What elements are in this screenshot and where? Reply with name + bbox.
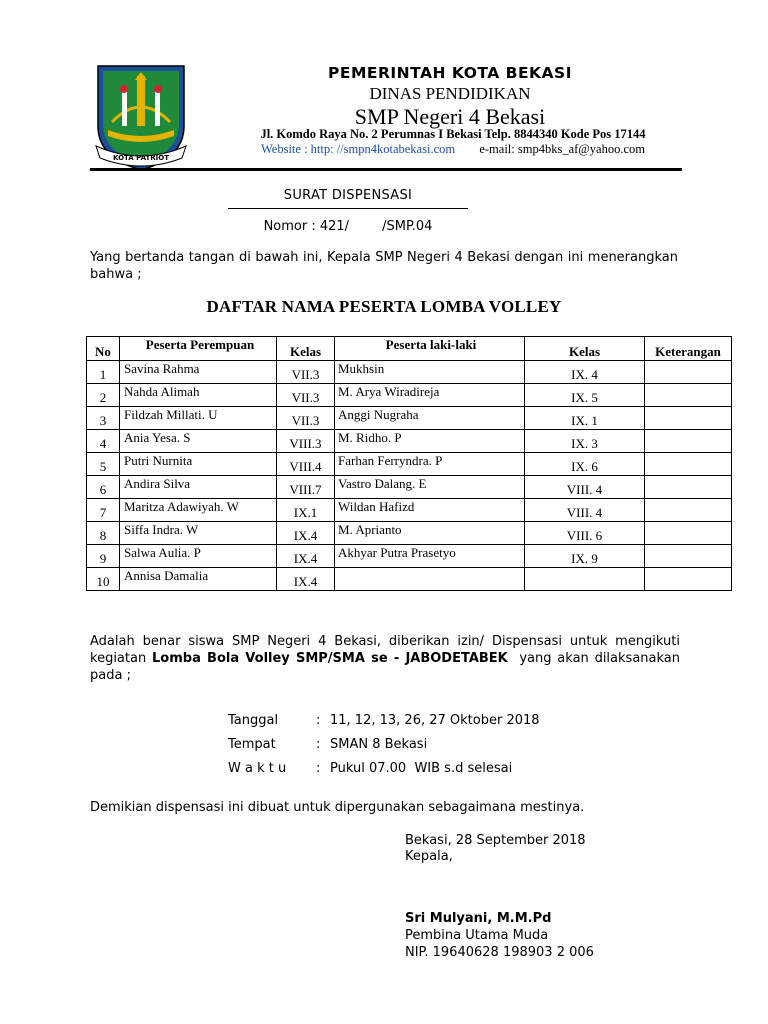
cell-female-name: Fildzah Millati. U [120, 407, 277, 430]
signature-role: Kepala, [405, 849, 453, 864]
cell-notes [645, 407, 732, 430]
email-text: e-mail: smp4bks_af@yahoo.com [479, 142, 645, 156]
table-row [87, 499, 732, 522]
cell-female-name: Siffa Indra. W [120, 522, 277, 545]
cell-no: 9 [87, 545, 120, 568]
cell-female-name: Nahda Alimah [120, 384, 277, 407]
cell-female-class: VII.3 [277, 407, 335, 430]
letter-number: Nomor : 421/ /SMP.04 [263, 219, 433, 234]
detail-colon: : [316, 761, 321, 776]
detail-colon: : [316, 737, 321, 752]
col-female-header: Peserta Perempuan [120, 337, 277, 361]
cell-male-name: Mukhsin [335, 361, 525, 384]
signature-name: Sri Mulyani, M.M.Pd [405, 911, 552, 926]
cell-female-name: Maritza Adawiyah. W [120, 499, 277, 522]
cell-male-name: M. Aprianto [335, 522, 525, 545]
header-department: DINAS PENDIDIKAN [369, 84, 531, 103]
cell-male-class: VIII. 4 [525, 476, 645, 499]
header-divider [90, 168, 682, 171]
event-text-end: yang akan dilaksanakan pada ; [90, 651, 685, 683]
cell-notes [645, 384, 732, 407]
cell-female-class: VIII.3 [277, 430, 335, 453]
website-link[interactable]: Website : http: //smpn4kotabekasi.com [260, 142, 456, 156]
table-row [87, 407, 732, 430]
signature-place-date: Bekasi, 28 September 2018 [405, 833, 586, 848]
cell-male-name: M. Arya Wiradireja [335, 384, 525, 407]
cell-notes [645, 522, 732, 545]
letter-title: SURAT DISPENSASI [283, 188, 413, 203]
event-name: Lomba Bola Volley SMP/SMA se - JABODETABEK [152, 651, 508, 666]
cell-notes [645, 545, 732, 568]
detail-colon: : [316, 713, 321, 728]
cell-male-class: IX. 9 [525, 545, 645, 568]
cell-no: 10 [87, 568, 120, 591]
detail-value: 11, 12, 13, 26, 27 Oktober 2018 [330, 713, 540, 728]
event-paragraph [90, 633, 685, 684]
table-row [87, 430, 732, 453]
cell-female-class: IX.4 [277, 545, 335, 568]
col-notes-header: Keterangan [645, 337, 732, 361]
table-title: DAFTAR NAMA PESERTA LOMBA VOLLEY [206, 297, 562, 316]
cell-male-name: Vastro Dalang. E [335, 476, 525, 499]
header-government: PEMERINTAH KOTA BEKASI [328, 64, 572, 82]
detail-label: Tempat [228, 737, 276, 752]
cell-male-class: VIII. 4 [525, 499, 645, 522]
signature-rank: Pembina Utama Muda [405, 928, 549, 943]
table-row [87, 384, 732, 407]
cell-female-class: VIII.4 [277, 453, 335, 476]
header-contact [218, 142, 688, 157]
intro-paragraph: Yang bertanda tangan di bawah ini, Kepala SMP Negeri 4 Bekasi dengan ini menerangkan bahwa ; [90, 250, 678, 282]
cell-male-class [525, 568, 645, 591]
table-row [87, 568, 732, 591]
cell-male-name: Anggi Nugraha [335, 407, 525, 430]
logo-banner-text: KOTA PATRIOT [112, 154, 170, 162]
participants-table [86, 336, 732, 591]
cell-female-class: VII.3 [277, 384, 335, 407]
cell-female-name: Ania Yesa. S [120, 430, 277, 453]
cell-female-class: IX.4 [277, 522, 335, 545]
cell-female-name: Salwa Aulia. P [120, 545, 277, 568]
col-no-header: No [87, 337, 120, 361]
cell-no: 5 [87, 453, 120, 476]
cell-male-class: IX. 6 [525, 453, 645, 476]
cell-male-name [335, 568, 525, 591]
cell-male-name: Akhyar Putra Prasetyo [335, 545, 525, 568]
cell-female-class: VIII.7 [277, 476, 335, 499]
cell-no: 1 [87, 361, 120, 384]
table-row [87, 453, 732, 476]
cell-no: 3 [87, 407, 120, 430]
table-row [87, 476, 732, 499]
event-text-start: Adalah benar siswa SMP Negeri 4 Bekasi, diberikan izin/ Dispensasi untuk mengikuti kegiatan [90, 634, 680, 666]
col-class-female-header: Kelas [277, 337, 335, 361]
cell-notes [645, 361, 732, 384]
cell-male-name: Wildan Hafizd [335, 499, 525, 522]
detail-value: SMAN 8 Bekasi [330, 737, 428, 752]
signature-nip: NIP. 19640628 198903 2 006 [405, 945, 594, 960]
table-header-row [87, 337, 732, 361]
detail-label: Tanggal [228, 713, 279, 728]
cell-male-class: IX. 5 [525, 384, 645, 407]
detail-label: W a k t u [228, 761, 287, 776]
table-row [87, 522, 732, 545]
header-address: Jl. Komdo Raya No. 2 Perumnas I Bekasi Telp. 8844340 Kode Pos 17144 [260, 127, 646, 141]
cell-female-class: VII.3 [277, 361, 335, 384]
cell-no: 8 [87, 522, 120, 545]
cell-male-class: IX. 3 [525, 430, 645, 453]
cell-female-name: Savina Rahma [120, 361, 277, 384]
cell-male-name: M. Ridho. P [335, 430, 525, 453]
cell-male-name: Farhan Ferryndra. P [335, 453, 525, 476]
cell-male-class: IX. 4 [525, 361, 645, 384]
cell-male-class: VIII. 6 [525, 522, 645, 545]
col-class-male-header: Kelas [525, 337, 645, 361]
cell-female-name: Putri Nurnita [120, 453, 277, 476]
cell-no: 7 [87, 499, 120, 522]
cell-female-class: IX.4 [277, 568, 335, 591]
closing-paragraph: Demikian dispensasi ini dibuat untuk dipergunakan sebagaimana mestinya. [90, 800, 585, 815]
detail-value: Pukul 07.00 WIB s.d selesai [330, 761, 513, 776]
cell-no: 4 [87, 430, 120, 453]
cell-notes [645, 476, 732, 499]
cell-male-class: IX. 1 [525, 407, 645, 430]
city-emblem-logo [92, 62, 190, 172]
cell-notes [645, 568, 732, 591]
cell-no: 2 [87, 384, 120, 407]
cell-female-name: Andira Silva [120, 476, 277, 499]
cell-no: 6 [87, 476, 120, 499]
cell-notes [645, 430, 732, 453]
cell-notes [645, 499, 732, 522]
table-row [87, 361, 732, 384]
title-underline [228, 208, 468, 209]
cell-notes [645, 453, 732, 476]
col-male-header: Peserta laki-laki [335, 337, 525, 361]
header-school-name: SMP Negeri 4 Bekasi [354, 104, 546, 129]
table-row [87, 545, 732, 568]
cell-female-class: IX.1 [277, 499, 335, 522]
cell-female-name: Annisa Damalia [120, 568, 277, 591]
